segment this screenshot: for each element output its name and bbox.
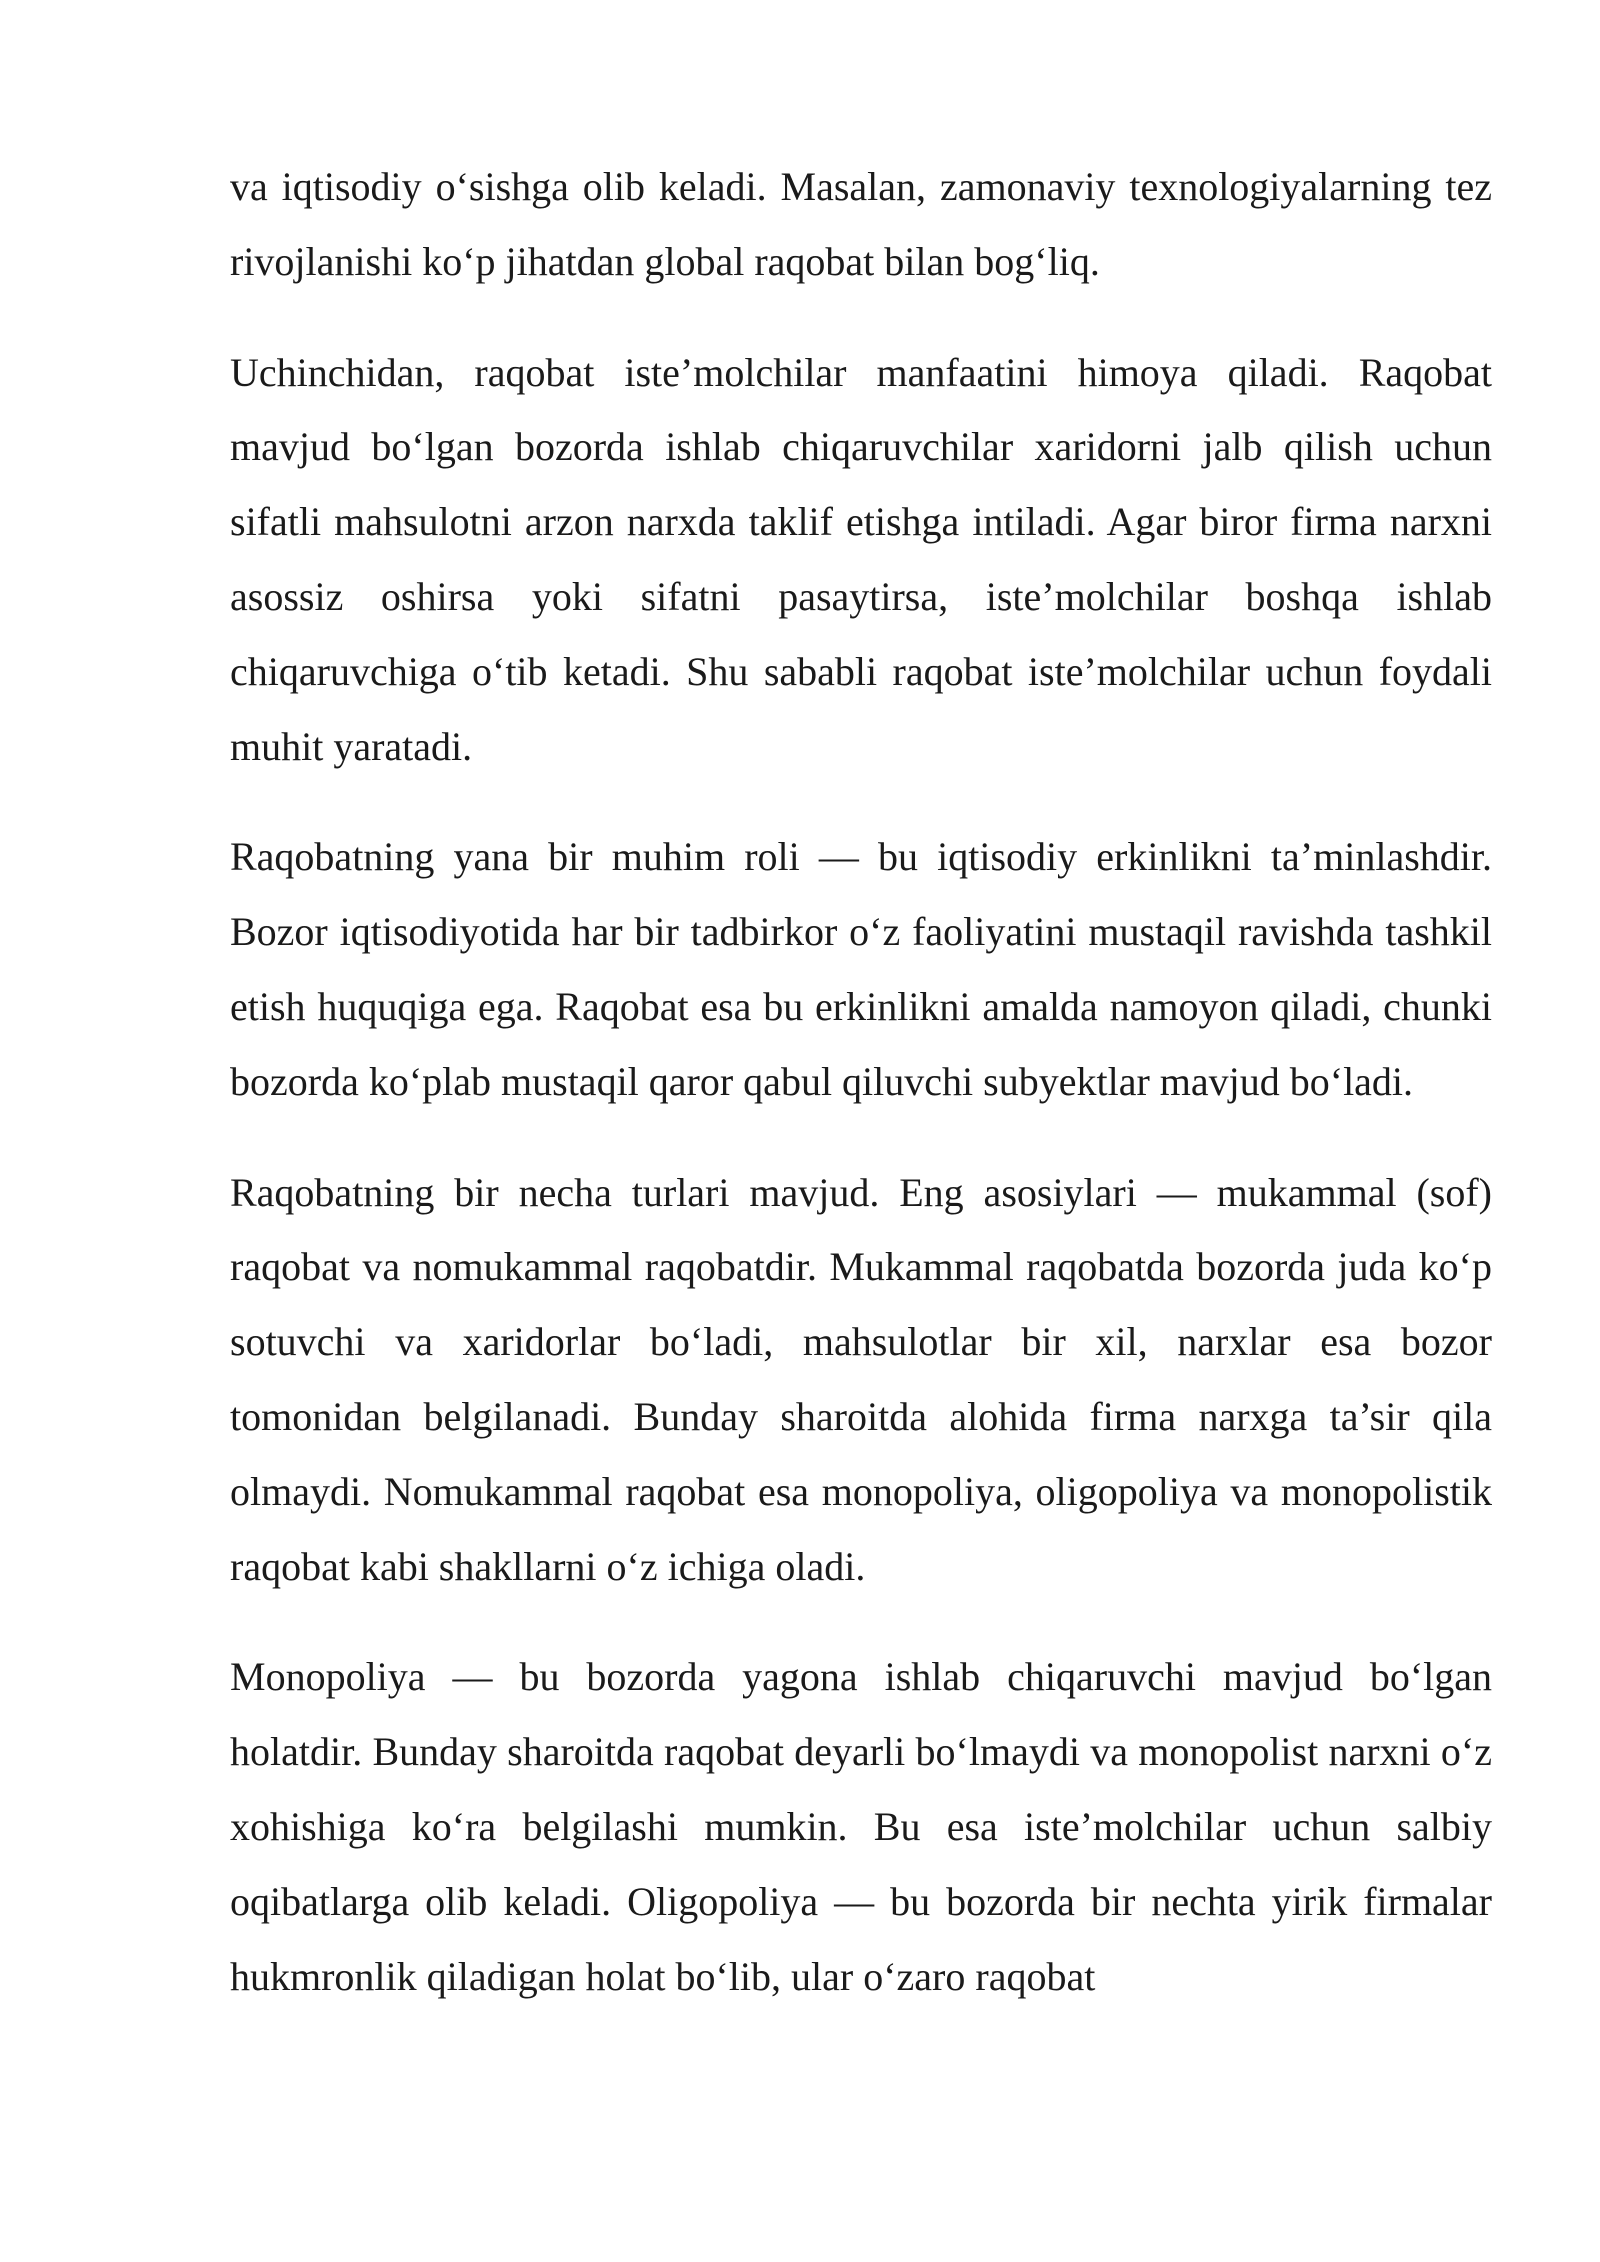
document-page	[230, 150, 1492, 2014]
paragraph-4: Raqobatning bir necha turlari mavjud. Eng asosiylari — mukammal (sof) raqobat va nomukammal raqobatdir. Mukammal raqobatda bozorda juda ko‘p sotuvchi va xaridorlar bo‘ladi, mahsulotlar bir xil, narxlar esa bozor tomonidan belgilanadi. Bunday sharoitda alohida firma narxga ta’sir qila olmaydi. Nomukammal raqobat esa monopoliya, oligopoliya va monopolistik raqobat kabi shakllarni o‘z ichiga oladi.	[230, 1169, 1492, 1589]
paragraph-1: va iqtisodiy o‘sishga olib keladi. Masalan, zamonaviy texnologiyalarning tez rivojlanishi ko‘p jihatdan global raqobat bilan bog‘liq.	[230, 164, 1492, 284]
paragraph-3: Raqobatning yana bir muhim roli — bu iqtisodiy erkinlikni ta’minlashdir. Bozor iqtisodiyotida har bir tadbirkor o‘z faoliyatini mustaqil ravishda tashkil etish huquqiga ega. Raqobat esa bu erkinlikni amalda namoyon qiladi, chunki bozorda ko‘plab mustaqil qaror qabul qiluvchi subyektlar mavjud bo‘ladi.	[230, 834, 1492, 1104]
paragraph-5: Monopoliya — bu bozorda yagona ishlab chiqaruvchi mavjud bo‘lgan holatdir. Bunday sharoitda raqobat deyarli bo‘lmaydi va monopolist narxni o‘z xohishiga ko‘ra belgilashi mumkin. Bu esa iste’molchilar uchun salbiy oqibatlarga olib keladi. Oligopoliya — bu bozorda bir nechta yirik firmalar hukmronlik qiladigan holat bo‘lib, ular o‘zaro raqobat	[230, 1654, 1492, 1999]
paragraph-2: Uchinchidan, raqobat iste’molchilar manfaatini himoya qiladi. Raqobat mavjud bo‘lgan bozorda ishlab chiqaruvchilar xaridorni jalb qilish uchun sifatli mahsulotni arzon narxda taklif etishga intiladi. Agar biror firma narxni asossiz oshirsa yoki sifatni pasaytirsa, iste’molchilar boshqa ishlab chiqaruvchiga o‘tib ketadi. Shu sababli raqobat iste’molchilar uchun foydali muhit yaratadi.	[230, 349, 1492, 769]
